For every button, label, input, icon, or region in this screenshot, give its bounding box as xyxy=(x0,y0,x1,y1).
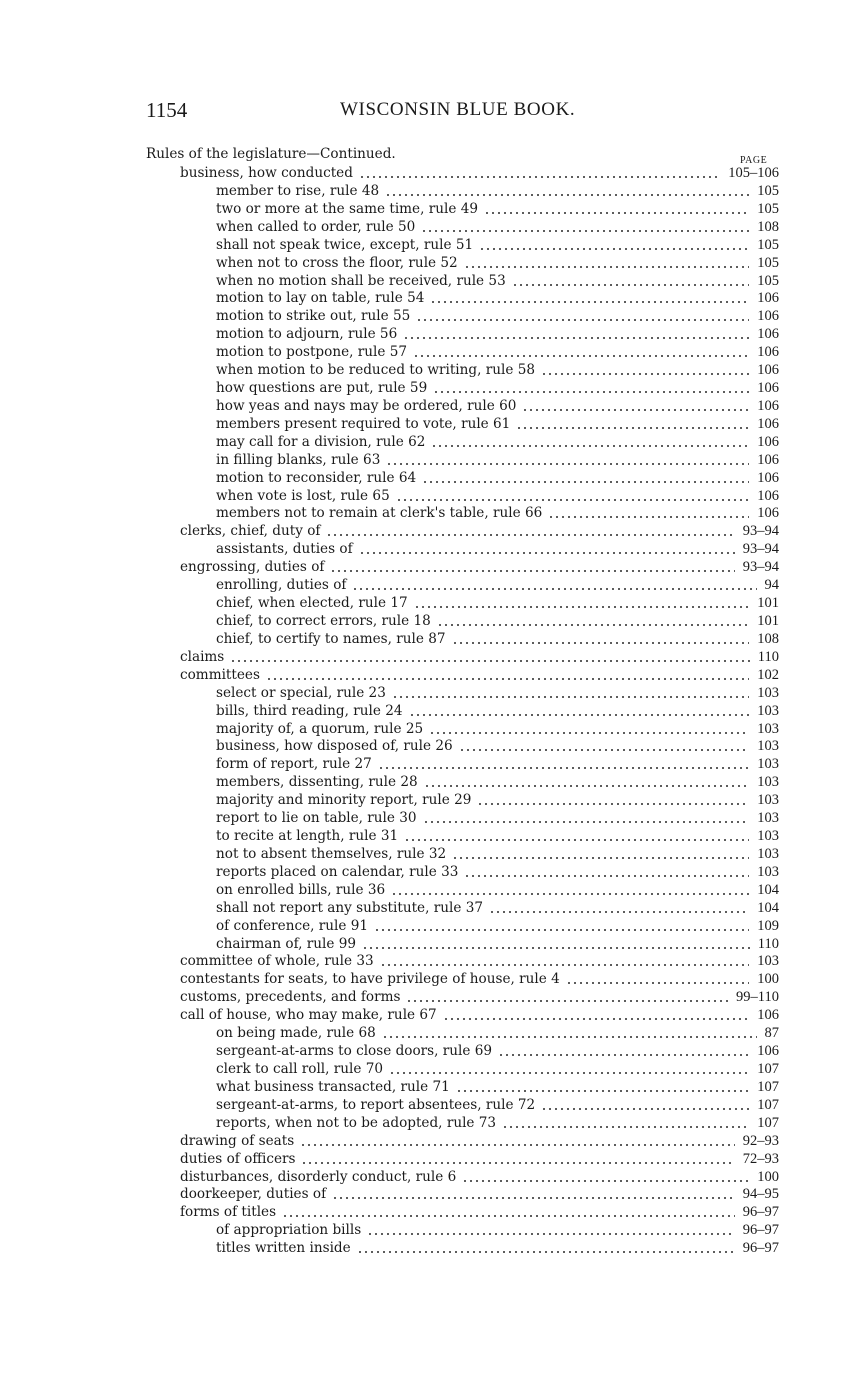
entry-page-number: 96–97 xyxy=(742,1240,779,1257)
dot-leader xyxy=(477,803,749,805)
entry-text: two or more at the same time, rule 49 xyxy=(216,200,479,217)
dot-leader xyxy=(437,624,749,626)
entry-page-number: 105 xyxy=(757,236,779,253)
dot-leader xyxy=(367,1233,735,1235)
index-entry xyxy=(216,737,779,755)
dot-leader xyxy=(357,1251,735,1253)
dot-leader xyxy=(300,1144,735,1146)
entry-text: duties of officers xyxy=(180,1150,296,1167)
entry-text: business, how conducted xyxy=(180,165,353,181)
entry-text: disturbances, disorderly conduct, rule 6 xyxy=(180,1168,457,1185)
dot-leader xyxy=(266,678,749,680)
index-entry xyxy=(180,952,779,970)
entry-page-number: 101 xyxy=(757,595,779,612)
dot-leader xyxy=(512,284,750,286)
entry-text: members not to remain at clerk's table, rule 66 xyxy=(216,505,543,522)
index-entry xyxy=(180,970,779,988)
entry-page-number: 110 xyxy=(757,935,779,952)
dot-leader xyxy=(385,194,749,196)
dot-leader xyxy=(431,445,749,447)
dot-leader xyxy=(459,749,750,751)
dot-leader xyxy=(462,1180,749,1182)
entry-text: members present required to vote, rule 61 xyxy=(216,415,511,432)
index-entry xyxy=(216,1060,779,1078)
index-entry xyxy=(216,809,779,827)
entry-text: member to rise, rule 48 xyxy=(216,182,380,199)
dot-leader xyxy=(301,1162,734,1164)
entry-text: when called to order, rule 50 xyxy=(216,218,416,235)
dot-leader xyxy=(484,212,749,214)
entry-text: majority and minority report, rule 29 xyxy=(216,792,472,809)
dot-leader xyxy=(443,1018,750,1020)
entry-page-number: 103 xyxy=(757,684,779,701)
entry-page-number: 72–93 xyxy=(742,1150,779,1167)
entry-page-number: 103 xyxy=(757,828,779,845)
entry-page-number: 106 xyxy=(757,308,779,325)
entry-page-number: 106 xyxy=(757,397,779,414)
dot-leader xyxy=(452,857,749,859)
dot-leader xyxy=(548,516,749,518)
index-entry xyxy=(180,1150,779,1168)
entry-page-number: 105 xyxy=(757,254,779,271)
entry-text: chief, when elected, rule 17 xyxy=(216,595,408,612)
dot-leader xyxy=(386,463,749,465)
dot-leader xyxy=(326,534,734,536)
entry-page-number: 93–94 xyxy=(742,541,779,558)
entry-page-number: 104 xyxy=(757,899,779,916)
index-entry xyxy=(216,487,779,505)
dot-leader xyxy=(330,570,734,572)
dot-leader xyxy=(416,319,749,321)
index-entry xyxy=(216,343,779,361)
entry-page-number: 103 xyxy=(757,774,779,791)
entry-text: motion to postpone, rule 57 xyxy=(216,344,408,361)
index-entry xyxy=(216,451,779,469)
index-entry xyxy=(216,863,779,881)
entry-text: chief, to certify to names, rule 87 xyxy=(216,630,446,647)
dot-leader xyxy=(382,1036,757,1038)
entry-page-number: 103 xyxy=(757,863,779,880)
index-entry xyxy=(216,1096,779,1114)
index-entry xyxy=(180,1185,779,1203)
index-entry xyxy=(216,307,779,325)
entry-text: when no motion shall be received, rule 53 xyxy=(216,272,506,289)
index-entry xyxy=(216,289,779,307)
index-entry xyxy=(180,648,779,666)
index-entry xyxy=(216,397,779,415)
index-entry xyxy=(216,200,779,218)
dot-leader xyxy=(404,839,749,841)
dot-leader xyxy=(479,248,749,250)
entry-text: clerks, chief, duty of xyxy=(180,523,321,540)
entry-text: in filling blanks, rule 63 xyxy=(216,451,381,468)
index-entry xyxy=(216,791,779,809)
index-entry xyxy=(216,540,779,558)
entry-text: chief, to correct errors, rule 18 xyxy=(216,613,431,629)
entry-page-number: 94 xyxy=(764,577,779,594)
entry-page-number: 110 xyxy=(757,648,779,665)
entry-text: clerk to call roll, rule 70 xyxy=(216,1061,384,1077)
entry-page-number: 107 xyxy=(757,1114,779,1131)
index-entry xyxy=(216,218,779,236)
entry-page-number: 99–110 xyxy=(736,989,779,1006)
entry-page-number: 103 xyxy=(757,756,779,773)
entry-page-number: 106 xyxy=(757,1043,779,1060)
index-entry xyxy=(216,845,779,863)
page-column-label: PAGE xyxy=(740,155,768,166)
entry-text: call of house, who may make, rule 67 xyxy=(180,1007,437,1024)
dot-leader xyxy=(230,660,750,662)
dot-leader xyxy=(541,1108,749,1110)
entry-page-number: 105 xyxy=(757,182,779,199)
dot-leader xyxy=(423,821,750,823)
entry-text: engrossing, duties of xyxy=(180,559,325,576)
dot-leader xyxy=(374,929,749,931)
index-entry xyxy=(216,612,779,630)
dot-leader xyxy=(464,875,749,877)
entry-page-number: 100 xyxy=(757,1168,779,1185)
entry-page-number: 106 xyxy=(757,415,779,432)
entry-text: customs, precedents, and forms xyxy=(180,989,401,1006)
dot-leader xyxy=(378,767,749,769)
entry-text: sergeant-at-arms, to report absentees, rule 72 xyxy=(216,1096,536,1113)
entry-text: reports, when not to be adopted, rule 73 xyxy=(216,1114,497,1131)
entry-text: motion to reconsider, rule 64 xyxy=(216,469,417,486)
entry-text: how questions are put, rule 59 xyxy=(216,380,428,397)
entry-page-number: 103 xyxy=(757,702,779,719)
index-entry xyxy=(216,899,779,917)
dot-leader xyxy=(430,301,749,303)
entry-text: of conference, rule 91 xyxy=(216,917,369,934)
entry-page-number: 103 xyxy=(757,792,779,809)
dot-leader xyxy=(282,1215,735,1217)
dot-leader xyxy=(352,588,756,590)
entry-text: motion to adjourn, rule 56 xyxy=(216,326,398,343)
index-entry xyxy=(216,630,779,648)
entry-text: enrolling, duties of xyxy=(216,577,347,594)
index-entry xyxy=(216,684,779,702)
dot-leader xyxy=(406,1000,728,1002)
index-entry xyxy=(216,881,779,899)
index-entry xyxy=(216,720,779,738)
entry-text: assistants, duties of xyxy=(216,541,353,558)
entry-page-number: 102 xyxy=(757,666,779,683)
index-entry xyxy=(216,272,779,290)
index-entry xyxy=(216,379,779,397)
dot-leader xyxy=(389,1072,749,1074)
entry-page-number: 106 xyxy=(757,487,779,504)
dot-leader xyxy=(332,1197,735,1199)
entry-page-number: 104 xyxy=(757,881,779,898)
entry-page-number: 108 xyxy=(757,218,779,235)
entry-page-number: 109 xyxy=(757,917,779,934)
entry-page-number: 106 xyxy=(757,326,779,343)
index-entry xyxy=(180,988,779,1006)
index-entry xyxy=(216,361,779,379)
entry-text: on enrolled bills, rule 36 xyxy=(216,881,386,898)
dot-leader xyxy=(489,911,749,913)
entry-text: members, dissenting, rule 28 xyxy=(216,774,418,791)
entry-text: when not to cross the floor, rule 52 xyxy=(216,254,458,271)
entry-text: when motion to be reduced to writing, rule 58 xyxy=(216,362,535,379)
entry-page-number: 106 xyxy=(757,344,779,361)
entry-page-number: 106 xyxy=(757,505,779,522)
entry-text: contestants for seats, to have privilege of house, rule 4 xyxy=(180,971,560,988)
dot-leader xyxy=(498,1054,749,1056)
dot-leader xyxy=(433,391,749,393)
entry-text: forms of titles xyxy=(180,1204,277,1221)
entry-text: shall not speak twice, except, rule 51 xyxy=(216,236,474,253)
entry-page-number: 105 xyxy=(757,272,779,289)
index-entry xyxy=(216,702,779,720)
index-entry xyxy=(216,1114,779,1132)
index-entry xyxy=(216,827,779,845)
dot-leader xyxy=(413,355,749,357)
dot-leader xyxy=(403,337,749,339)
entry-text: may call for a division, rule 62 xyxy=(216,433,426,450)
index-entry xyxy=(180,1168,779,1186)
index-entry xyxy=(180,1006,779,1024)
entry-page-number: 103 xyxy=(757,720,779,737)
entry-page-number: 96–97 xyxy=(742,1222,779,1239)
dot-leader xyxy=(516,427,749,429)
entry-page-number: 106 xyxy=(757,451,779,468)
index-entry xyxy=(180,1132,779,1150)
dot-leader xyxy=(392,696,749,698)
dot-leader xyxy=(414,606,750,608)
entry-page-number: 96–97 xyxy=(742,1204,779,1221)
page-number: 1154 xyxy=(146,98,188,122)
entry-page-number: 93–94 xyxy=(742,559,779,576)
index-entry xyxy=(216,415,779,433)
entry-page-number: 101 xyxy=(757,613,779,629)
entry-text: not to absent themselves, rule 32 xyxy=(216,845,447,862)
dot-leader xyxy=(566,982,749,984)
index-entry xyxy=(216,935,779,953)
index-entry xyxy=(216,1078,779,1096)
entry-text: majority of, a quorum, rule 25 xyxy=(216,720,424,737)
entry-page-number: 107 xyxy=(757,1096,779,1113)
entry-text: titles written inside xyxy=(216,1240,351,1257)
entry-page-number: 107 xyxy=(757,1061,779,1077)
index-entry xyxy=(216,755,779,773)
entry-text: of appropriation bills xyxy=(216,1222,362,1239)
entry-page-number: 103 xyxy=(757,810,779,827)
entry-page-number: 106 xyxy=(757,290,779,307)
entry-text: report to lie on table, rule 30 xyxy=(216,810,417,827)
book-title: WISCONSIN BLUE BOOK. xyxy=(340,99,576,120)
dot-leader xyxy=(541,373,749,375)
entry-page-number: 105–106 xyxy=(728,165,779,181)
entry-page-number: 87 xyxy=(764,1025,779,1042)
entry-text: doorkeeper, duties of xyxy=(180,1186,327,1203)
index-entry xyxy=(216,1221,779,1239)
entry-page-number: 94–95 xyxy=(742,1186,779,1203)
index-entry xyxy=(216,576,779,594)
index-entry xyxy=(216,236,779,254)
dot-leader xyxy=(429,732,749,734)
entry-text: how yeas and nays may be ordered, rule 60 xyxy=(216,397,517,414)
entry-text: what business transacted, rule 71 xyxy=(216,1078,450,1095)
dot-leader xyxy=(422,481,749,483)
index-entry xyxy=(216,325,779,343)
entry-text: chairman of, rule 99 xyxy=(216,935,357,952)
index-entry xyxy=(180,522,779,540)
dot-leader xyxy=(464,266,750,268)
dot-leader xyxy=(502,1126,749,1128)
dot-leader xyxy=(359,176,720,178)
index-entry xyxy=(216,1042,779,1060)
entry-text: bills, third reading, rule 24 xyxy=(216,702,403,719)
entry-text: on being made, rule 68 xyxy=(216,1025,376,1042)
index-entry xyxy=(216,433,779,451)
index-entry xyxy=(216,469,779,487)
entry-page-number: 106 xyxy=(757,469,779,486)
entry-text: committee of whole, rule 33 xyxy=(180,953,374,970)
entry-page-number: 106 xyxy=(757,433,779,450)
entry-text: business, how disposed of, rule 26 xyxy=(216,738,453,755)
entry-page-number: 103 xyxy=(757,738,779,755)
entry-page-number: 107 xyxy=(757,1078,779,1095)
entry-text: committees xyxy=(180,666,260,683)
index-entry xyxy=(216,504,779,522)
entry-page-number: 92–93 xyxy=(742,1132,779,1149)
index-entry xyxy=(216,917,779,935)
index-entry xyxy=(180,164,779,182)
dot-leader xyxy=(359,552,735,554)
entry-page-number: 105 xyxy=(757,200,779,217)
section-heading: Rules of the legislature—Continued. xyxy=(146,146,396,162)
entry-page-number: 106 xyxy=(757,380,779,397)
entry-page-number: 93–94 xyxy=(742,523,779,540)
index-entry xyxy=(216,594,779,612)
entry-text: motion to strike out, rule 55 xyxy=(216,308,411,325)
entry-page-number: 106 xyxy=(757,362,779,379)
dot-leader xyxy=(391,893,749,895)
entry-page-number: 108 xyxy=(757,630,779,647)
entry-text: when vote is lost, rule 65 xyxy=(216,487,390,504)
entry-page-number: 103 xyxy=(757,845,779,862)
entry-text: drawing of seats xyxy=(180,1132,295,1149)
entry-text: sergeant-at-arms to close doors, rule 69 xyxy=(216,1043,493,1060)
index-entry xyxy=(216,254,779,272)
entry-text: form of report, rule 27 xyxy=(216,756,372,773)
dot-leader xyxy=(409,714,750,716)
index-entry xyxy=(216,1239,779,1257)
entry-text: shall not report any substitute, rule 37 xyxy=(216,899,483,916)
entry-text: select or special, rule 23 xyxy=(216,684,386,701)
dot-leader xyxy=(362,947,750,949)
dot-leader xyxy=(452,642,750,644)
entry-page-number: 106 xyxy=(757,1007,779,1024)
entry-page-number: 103 xyxy=(757,953,779,970)
entry-text: claims xyxy=(180,648,225,665)
entry-page-number: 100 xyxy=(757,971,779,988)
entry-text: to recite at length, rule 31 xyxy=(216,828,399,845)
entry-text: reports placed on calendar, rule 33 xyxy=(216,863,459,880)
index-entry xyxy=(180,666,779,684)
dot-leader xyxy=(424,785,750,787)
page-header xyxy=(146,98,780,126)
entry-text: motion to lay on table, rule 54 xyxy=(216,290,425,307)
dot-leader xyxy=(421,230,749,232)
dot-leader xyxy=(456,1090,749,1092)
index-entry xyxy=(180,558,779,576)
index-entry xyxy=(216,773,779,791)
index-entry xyxy=(216,182,779,200)
index-entry xyxy=(216,1024,779,1042)
dot-leader xyxy=(380,964,750,966)
dot-leader xyxy=(396,499,750,501)
dot-leader xyxy=(522,409,749,411)
index-entry xyxy=(180,1203,779,1221)
